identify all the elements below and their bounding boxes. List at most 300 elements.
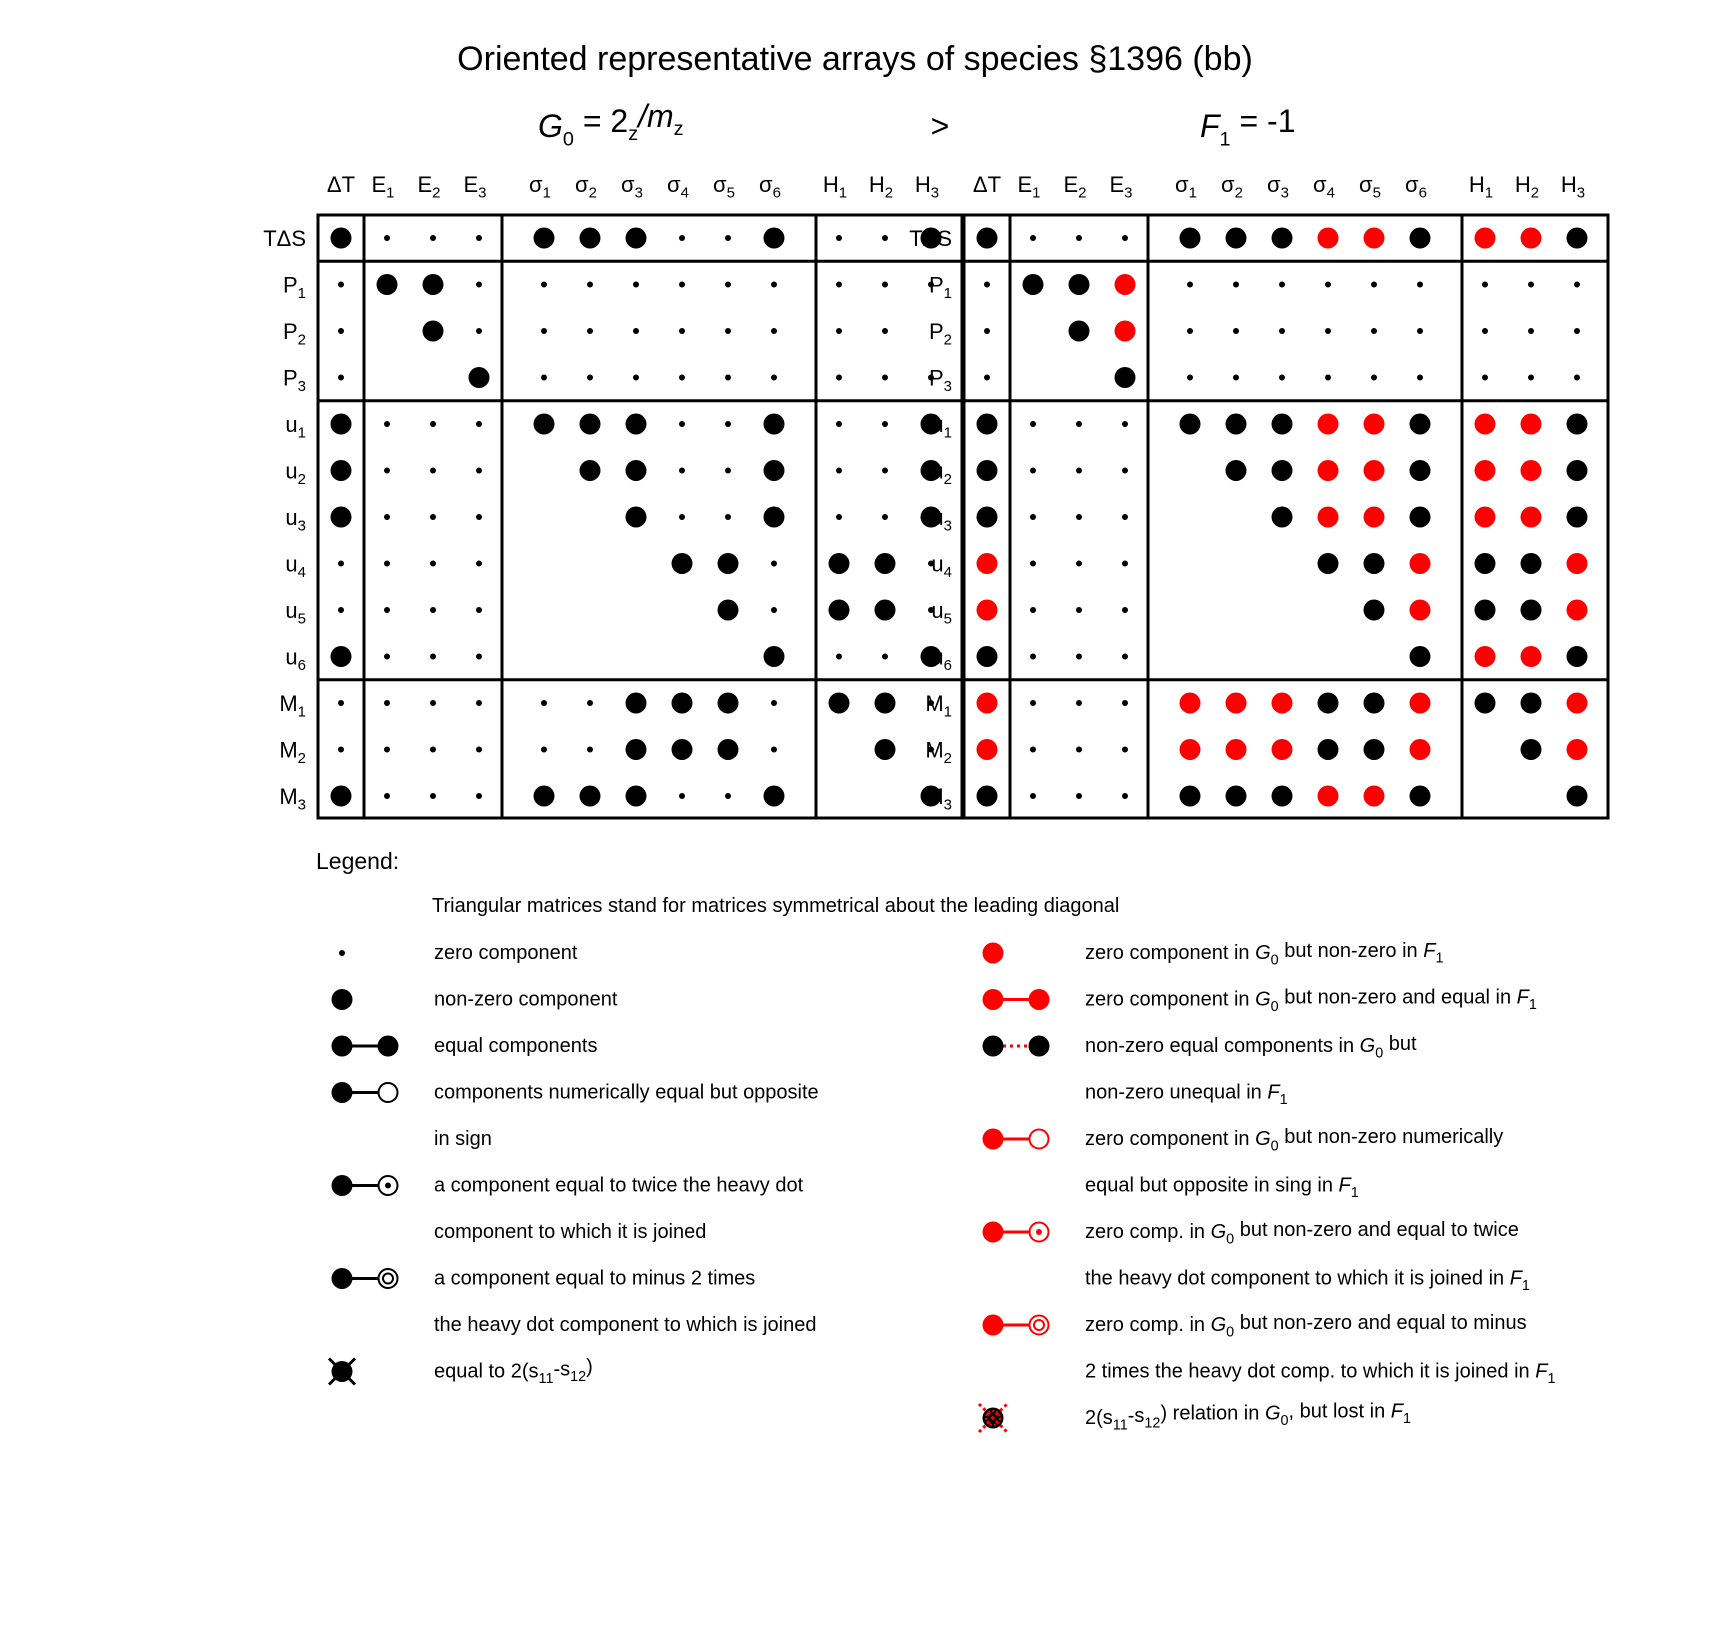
right-row-label-9-base: u — [931, 644, 944, 670]
nonzero-component-dot — [626, 414, 647, 435]
left-col-header-5 — [575, 172, 597, 202]
left-col-header-5-base: σ — [575, 172, 589, 197]
new-nonzero-component-dot — [977, 739, 998, 760]
right-row-label-9-sub: 6 — [943, 657, 952, 675]
zero-component-dot — [1187, 328, 1193, 334]
right-row-label-12-sub: 3 — [943, 796, 952, 814]
zero-component-dot — [430, 421, 436, 427]
right-row-label-0 — [909, 226, 952, 251]
nonzero-component-dot — [626, 693, 647, 714]
new-nonzero-component-dot — [1272, 739, 1293, 760]
zero-component-dot — [1528, 328, 1534, 334]
nonzero-component-dot — [1410, 414, 1431, 435]
right-col-header-11-sub: 2 — [1530, 184, 1540, 202]
left-label-part: /m — [638, 97, 674, 134]
legend-left-text-2-0: equal components — [434, 1035, 598, 1057]
red-cross-dot-symbol — [979, 1404, 1007, 1432]
right-row-label-8 — [931, 598, 952, 628]
zero-component-dot — [984, 375, 990, 381]
zero-component-dot — [771, 282, 777, 288]
nonzero-component-dot — [718, 739, 739, 760]
new-nonzero-component-dot — [1115, 274, 1136, 295]
legend-left-text-3-1: in sign — [434, 1128, 492, 1150]
relation-symbol: > — [930, 108, 950, 144]
zero-component-dot — [882, 468, 888, 474]
right-label-sub: 1 — [1219, 128, 1231, 151]
right-row-label-6-base: u — [931, 505, 944, 530]
nonzero-component-dot — [1475, 693, 1496, 714]
nonzero-component-dot — [977, 786, 998, 807]
new-nonzero-component-dot — [977, 600, 998, 621]
left-row-label-4-sub: 1 — [297, 424, 306, 442]
nonzero-component-dot — [1115, 367, 1136, 388]
left-label-part: z — [628, 123, 639, 146]
zero-component-dot — [1030, 468, 1036, 474]
nonzero-component-dot — [1272, 228, 1293, 249]
zero-component-dot — [725, 468, 731, 474]
right-col-header-4-sub: 1 — [1188, 184, 1197, 202]
nonzero-component-dot — [764, 414, 785, 435]
zero-component-dot — [476, 793, 482, 799]
zero-component-dot — [476, 654, 482, 660]
nonzero-component-dot — [1226, 414, 1247, 435]
left-row-label-3 — [283, 366, 306, 396]
new-nonzero-component-dot — [1475, 460, 1496, 481]
zero-component-dot — [633, 328, 639, 334]
zero-component-dot — [384, 607, 390, 613]
right-row-label-4-sub: 1 — [943, 424, 952, 442]
left-col-header-2-base: E — [417, 172, 433, 197]
right-col-header-2-base: E — [1063, 172, 1079, 197]
nonzero-component-dot — [331, 460, 352, 481]
zero-component-dot — [725, 375, 731, 381]
nonzero-component-dot — [331, 414, 352, 435]
left-col-header-12 — [915, 172, 939, 202]
zero-component-dot — [725, 282, 731, 288]
zero-component-dot — [430, 514, 436, 520]
zero-component-dot — [725, 421, 731, 427]
nonzero-component-dot — [1521, 693, 1542, 714]
left-row-label-5-sub: 2 — [297, 471, 306, 489]
left-row-label-12 — [279, 784, 306, 814]
nonzero-component-dot — [1272, 786, 1293, 807]
right-col-header-8-sub: 5 — [1372, 184, 1381, 202]
zero-component-dot — [541, 700, 547, 706]
zero-component-dot — [679, 235, 685, 241]
zero-component-dot — [984, 282, 990, 288]
legend-right-text-6-0: $2(s_{11}-s_{12})$ relation in $G_0$, but lost in $F_1$ — [1085, 1400, 1412, 1434]
right-col-header-3-base: E — [1109, 172, 1125, 197]
right-col-header-7-sub: 4 — [1326, 184, 1335, 202]
right-col-header-6 — [1267, 172, 1289, 202]
left-row-label-1-base: P — [282, 272, 298, 298]
zero-component-dot — [1279, 282, 1285, 288]
nonzero-component-dot — [672, 693, 693, 714]
zero-component-dot — [679, 328, 685, 334]
right-row-label-5-base: u — [931, 458, 944, 484]
nonzero-component-dot — [672, 553, 693, 574]
zero-component-dot — [430, 561, 436, 567]
zero-component-dot — [1371, 375, 1377, 381]
legend-left-text-4-0: a component equal to twice the heavy dot — [434, 1174, 804, 1197]
zero-component-dot — [338, 561, 344, 567]
left-row-label-10-base: M — [279, 691, 298, 716]
right-col-header-9 — [1405, 172, 1427, 202]
nonzero-component-dot — [1226, 786, 1247, 807]
zero-component-dot — [1233, 375, 1239, 381]
zero-component-dot — [771, 607, 777, 613]
zero-component-dot — [1325, 282, 1331, 288]
zero-component-dot — [679, 793, 685, 799]
nonzero-component-dot — [764, 460, 785, 481]
nonzero-component-dot — [829, 693, 850, 714]
new-nonzero-component-dot — [1567, 553, 1588, 574]
nonzero-component-dot — [1567, 460, 1588, 481]
nonzero-component-dot — [1410, 507, 1431, 528]
zero-component-dot — [836, 514, 842, 520]
zero-component-dot — [476, 235, 482, 241]
right-row-label-11-base: M — [925, 737, 944, 763]
zero-component-dot — [1528, 282, 1534, 288]
right-col-header-2 — [1063, 172, 1086, 202]
nonzero-component-dot — [1069, 274, 1090, 295]
right-row-label-9 — [931, 645, 952, 675]
zero-component-dot — [541, 282, 547, 288]
right-row-label-7-base: u — [931, 551, 944, 577]
nonzero-component-dot — [764, 507, 785, 528]
zero-component-dot — [1482, 282, 1488, 288]
zero-component-dot — [679, 421, 685, 427]
new-nonzero-component-dot — [1410, 693, 1431, 714]
nonzero-component-dot — [977, 460, 998, 481]
left-col-header-4-base: σ — [529, 172, 543, 197]
zero-component-dot — [1325, 375, 1331, 381]
new-nonzero-component-dot — [1115, 321, 1136, 342]
zero-component-dot — [1233, 282, 1239, 288]
zero-component-dot — [384, 700, 390, 706]
zero-component-dot — [587, 282, 593, 288]
nonzero-component-dot — [1410, 646, 1431, 667]
zero-component-dot — [541, 375, 547, 381]
zero-component-dot — [679, 375, 685, 381]
right-row-label-2 — [929, 319, 952, 349]
nonzero-component-dot — [764, 646, 785, 667]
legend-right — [979, 940, 1555, 1434]
zero-component-dot — [587, 328, 593, 334]
new-nonzero-component-dot — [1475, 646, 1496, 667]
right-row-label-1 — [929, 273, 952, 303]
right-matrix — [909, 172, 1608, 818]
right-col-header-8 — [1359, 172, 1381, 202]
zero-component-dot — [476, 328, 482, 334]
zero-component-dot — [430, 747, 436, 753]
zero-component-dot — [384, 468, 390, 474]
zero-component-dot — [725, 514, 731, 520]
zero-component-dot — [587, 747, 593, 753]
new-nonzero-component-dot — [1410, 600, 1431, 621]
left-col-header-6-sub: 3 — [634, 184, 643, 202]
zero-component-dot — [1187, 375, 1193, 381]
left-row-label-3-base: P — [282, 365, 298, 391]
nonzero-component-dot — [331, 507, 352, 528]
nonzero-component-dot — [672, 739, 693, 760]
zero-component-dot — [1482, 328, 1488, 334]
left-col-header-3-base: E — [463, 172, 479, 197]
nonzero-component-dot — [1069, 321, 1090, 342]
red-opposite-link-symbol — [983, 1129, 1049, 1150]
left-col-header-10-sub: 1 — [838, 184, 848, 202]
zero-component-dot — [1187, 282, 1193, 288]
right-row-label-2-sub: 2 — [943, 331, 952, 349]
right-row-label-3 — [929, 366, 952, 396]
zero-component-dot — [1122, 235, 1128, 241]
right-col-header-3-sub: 3 — [1124, 184, 1133, 202]
zero-component-dot — [1076, 793, 1082, 799]
left-row-label-12-sub: 3 — [297, 796, 306, 814]
zero-component-dot — [384, 421, 390, 427]
right-col-header-5-base: σ — [1221, 172, 1235, 197]
zero-component-dot — [476, 282, 482, 288]
zero-component-dot — [476, 421, 482, 427]
red-equal-link-symbol — [983, 989, 1050, 1010]
new-nonzero-component-dot — [1521, 460, 1542, 481]
left-row-label-2-base: P — [282, 319, 298, 344]
legend-left-text-6-0: equal to $2(s_{11}-s_{12})$ — [434, 1356, 593, 1387]
right-col-header-9-sub: 6 — [1418, 184, 1427, 202]
zero-component-dot — [1030, 654, 1036, 660]
zero-component-dot — [430, 607, 436, 613]
new-nonzero-component-dot — [1364, 507, 1385, 528]
zero-component-dot — [587, 375, 593, 381]
new-nonzero-component-dot — [1475, 228, 1496, 249]
left-row-label-1-sub: 1 — [297, 285, 306, 303]
left-row-label-5-base: u — [285, 458, 298, 484]
left-col-header-11 — [869, 172, 893, 202]
zero-component-dot — [1076, 468, 1082, 474]
red-dot-symbol — [983, 943, 1004, 964]
zero-component-dot — [476, 468, 482, 474]
nonzero-component-dot — [764, 228, 785, 249]
left-row-label-9-sub: 6 — [297, 657, 306, 675]
zero-component-dot — [1371, 328, 1377, 334]
right-col-header-5-sub: 2 — [1234, 184, 1243, 202]
nonzero-component-dot — [718, 600, 739, 621]
zero-component-dot — [882, 282, 888, 288]
right-col-header-9-base: σ — [1405, 172, 1419, 197]
left-row-label-6-sub: 3 — [297, 517, 306, 535]
left-col-header-8-sub: 5 — [726, 184, 735, 202]
nonzero-component-dot — [377, 274, 398, 295]
zero-component-dot — [1030, 514, 1036, 520]
zero-component-dot — [771, 747, 777, 753]
left-row-label-2 — [283, 319, 306, 349]
right-row-label-6 — [931, 505, 952, 535]
zero-component-dot — [430, 654, 436, 660]
right-col-header-1-sub: 1 — [1032, 184, 1041, 202]
zero-component-dot — [430, 468, 436, 474]
new-nonzero-component-dot — [1521, 507, 1542, 528]
legend-right-text-5-0: zero comp. in $G_0$ but non-zero and equal to minus — [1085, 1311, 1527, 1341]
nonzero-component-dot — [534, 786, 555, 807]
left-col-header-3 — [463, 172, 486, 202]
new-nonzero-component-dot — [1272, 693, 1293, 714]
legend-left-text-3-0: components numerically equal but opposite — [434, 1081, 819, 1104]
zero-component-dot — [771, 561, 777, 567]
nonzero-component-dot — [1521, 600, 1542, 621]
zero-component-dot — [1030, 561, 1036, 567]
right-col-header-5 — [1221, 172, 1243, 202]
left-col-header-1-sub: 1 — [386, 184, 395, 202]
left-label-part: z — [673, 118, 684, 141]
right-col-header-1 — [1017, 172, 1040, 202]
nonzero-component-dot — [626, 460, 647, 481]
right-row-label-3-base: P — [928, 365, 944, 391]
left-col-header-9 — [759, 172, 781, 202]
right-col-header-8-base: σ — [1359, 172, 1373, 197]
page-title: Oriented representative arrays of species §1396 (bb) — [457, 40, 1253, 78]
zero-component-dot — [882, 328, 888, 334]
right-row-label-12 — [925, 784, 952, 814]
zero-component-dot — [679, 514, 685, 520]
zero-component-dot — [1325, 328, 1331, 334]
nonzero-component-dot — [1272, 507, 1293, 528]
left-array-label — [538, 98, 684, 151]
nonzero-component-dot — [977, 507, 998, 528]
equal-link-symbol — [332, 1036, 399, 1057]
legend-right-text-3-1: equal but opposite in sing in $F_1$ — [1085, 1174, 1359, 1201]
nonzero-component-dot — [1521, 739, 1542, 760]
left-row-label-8 — [285, 598, 306, 628]
zero-component-dot — [633, 282, 639, 288]
right-row-label-4-base: u — [931, 412, 944, 437]
nonzero-component-dot — [580, 228, 601, 249]
cross-dot-symbol — [329, 1359, 355, 1385]
zero-component-dot — [1371, 282, 1377, 288]
nonzero-component-dot — [580, 786, 601, 807]
left-col-header-10 — [823, 172, 847, 202]
right-row-label-10-base: M — [925, 691, 944, 716]
zero-component-dot — [633, 375, 639, 381]
nonzero-component-dot — [1318, 739, 1339, 760]
legend-left-text-5-1: the heavy dot component to which is joined — [434, 1314, 817, 1336]
right-col-header-10 — [1469, 172, 1493, 202]
right-col-header-3 — [1109, 172, 1132, 202]
left-row-label-7 — [285, 552, 306, 582]
left-col-header-4-sub: 1 — [542, 184, 551, 202]
left-row-label-11 — [279, 738, 306, 768]
nonzero-component-dot — [829, 553, 850, 574]
left-row-label-9 — [285, 645, 306, 675]
left-row-label-11-base: M — [279, 737, 298, 763]
dotted-link-symbol — [983, 1036, 1050, 1057]
new-nonzero-component-dot — [1410, 553, 1431, 574]
nonzero-component-dot — [1180, 414, 1201, 435]
nonzero-component-dot — [1475, 600, 1496, 621]
left-col-header-7-sub: 4 — [680, 184, 689, 202]
new-nonzero-component-dot — [1318, 507, 1339, 528]
zero-component-dot — [984, 328, 990, 334]
zero-component-dot — [1482, 375, 1488, 381]
zero-component-dot — [1233, 328, 1239, 334]
zero-component-dot — [836, 282, 842, 288]
nonzero-component-dot — [626, 228, 647, 249]
nonzero-component-dot — [977, 414, 998, 435]
zero-component-dot — [476, 700, 482, 706]
new-nonzero-component-dot — [1226, 739, 1247, 760]
legend-right-text-5-1: 2 times the heavy dot comp. to which it is joined in $F_1$ — [1085, 1360, 1556, 1387]
nonzero-component-dot — [423, 321, 444, 342]
nonzero-component-dot — [829, 600, 850, 621]
nonzero-component-dot — [1410, 228, 1431, 249]
zero-component-dot — [1076, 235, 1082, 241]
nonzero-component-dot — [1272, 460, 1293, 481]
new-nonzero-component-dot — [1410, 739, 1431, 760]
right-row-label-11 — [925, 738, 952, 768]
right-col-header-6-sub: 3 — [1280, 184, 1289, 202]
zero-component-dot — [541, 747, 547, 753]
zero-component-dot — [430, 793, 436, 799]
nonzero-component-dot — [1410, 786, 1431, 807]
left-row-label-11-sub: 2 — [297, 750, 306, 768]
right-row-label-2-base: P — [928, 319, 944, 344]
right-array-label — [1200, 103, 1296, 150]
left-row-label-10-sub: 1 — [297, 703, 306, 721]
zero-component-dot — [1076, 421, 1082, 427]
new-nonzero-component-dot — [1567, 739, 1588, 760]
zero-component-dot — [725, 793, 731, 799]
new-nonzero-component-dot — [1180, 739, 1201, 760]
zero-component-dot — [338, 700, 344, 706]
nonzero-component-dot — [580, 460, 601, 481]
nonzero-component-dot — [1410, 460, 1431, 481]
zero-component-dot — [541, 328, 547, 334]
left-label-part: 0 — [562, 128, 574, 151]
nonzero-component-dot — [1567, 414, 1588, 435]
legend-right-text-1-0: zero component in $G_0$ but non-zero and equal in $F_1$ — [1085, 986, 1537, 1015]
zero-component-dot — [384, 793, 390, 799]
nonzero-component-dot — [626, 739, 647, 760]
zero-component-dot — [338, 328, 344, 334]
zero-component-dot — [1122, 747, 1128, 753]
nonzero-component-dot — [718, 693, 739, 714]
nonzero-component-dot — [1364, 553, 1385, 574]
nonzero-component-dot — [1180, 228, 1201, 249]
zero-component-dot — [836, 421, 842, 427]
legend-heading: Legend: — [316, 848, 400, 874]
zero-component-dot — [1279, 328, 1285, 334]
nonzero-component-dot — [1567, 786, 1588, 807]
zero-component-dot — [1122, 793, 1128, 799]
right-row-label-7-sub: 4 — [943, 564, 952, 582]
nonzero-component-dot — [469, 367, 490, 388]
right-row-label-0-base: TΔS — [909, 226, 952, 251]
right-row-label-11-sub: 2 — [943, 750, 952, 768]
nonzero-component-dot — [764, 786, 785, 807]
zero-component-dot — [1030, 607, 1036, 613]
right-col-header-0-base: ΔT — [972, 172, 1002, 197]
zero-component-dot — [1030, 793, 1036, 799]
zero-component-dot — [882, 421, 888, 427]
new-nonzero-component-dot — [1475, 414, 1496, 435]
left-row-label-12-base: M — [279, 784, 298, 809]
legend-right-text-3-0: zero component in $G_0$ but non-zero numerically — [1085, 1125, 1504, 1155]
new-nonzero-component-dot — [1567, 693, 1588, 714]
zero-component-dot — [587, 700, 593, 706]
zero-component-dot — [836, 328, 842, 334]
right-row-label-10 — [925, 691, 952, 721]
nonzero-component-dot — [626, 507, 647, 528]
zero-component-dot — [384, 561, 390, 567]
